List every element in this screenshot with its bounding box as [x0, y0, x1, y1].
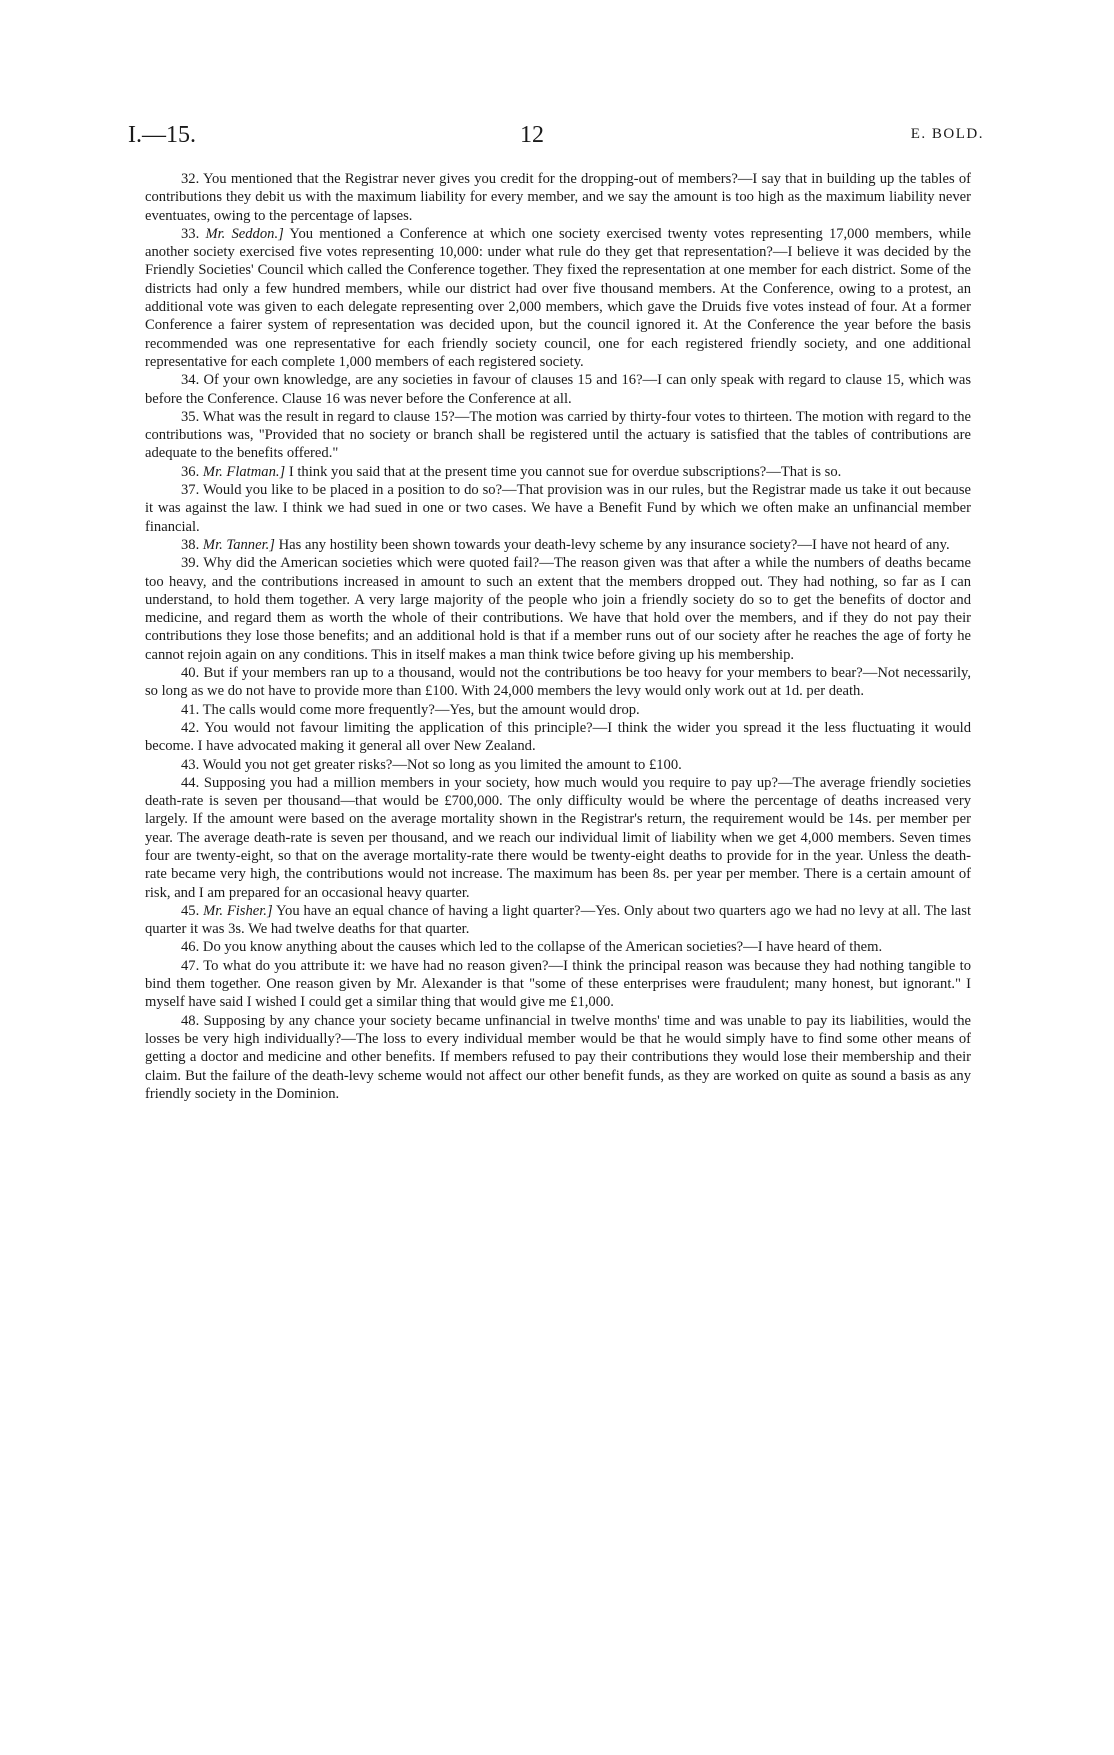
testimony-text: You would not favour limiting the application of this principle?—I think the wider you spread it the less fluctuating it would become. I have advocated making it general all over New Zealand.: [145, 719, 972, 755]
question-number: 35.: [181, 408, 200, 425]
testimony-text: You mentioned a Conference at which one society exercised twenty votes representing 17,000 members, while another society exercised five votes representing 10,000: under what rule do they get that representation?—I believe it was decided by the Friendly Societies' Council which called the Conference together. They fixed the representation at one member for each district. Some of the districts had only a few hundred members, while our district had over five thousand members. At the Conference, owing to a protest, an additional vote was given to each delegate representing over 2,000 members, which gave the Druids five votes instead of four. At a former Conference a fairer system of representation was decided upon, but the council ignored it. At the Conference the year before the basis recommended was one representative for each friendly society council, one for each registered friendly society, and one additional representative for each complete 1,000 members of each registered society.: [145, 225, 971, 370]
question-number: 44.: [181, 774, 200, 791]
witness-name: E. BOLD.: [910, 126, 984, 142]
testimony-paragraph: [145, 1012, 971, 1103]
testimony-text: Of your own knowledge, are any societies in favour of clauses 15 and 16?—I can only speak with regard to clause 15, which was before the Conference. Clause 16 was never before the Conference at all.: [145, 372, 971, 407]
question-number: 46.: [181, 939, 200, 956]
testimony-paragraph: [145, 756, 971, 774]
testimony-paragraph: [145, 902, 971, 939]
question-number: 48.: [181, 1012, 200, 1029]
question-number: 37.: [181, 482, 200, 499]
question-number: 32.: [181, 171, 200, 187]
testimony-text: I think you said that at the present time you cannot sue for overdue subscriptions?—That is so.: [288, 463, 842, 480]
testimony-paragraph: [145, 481, 971, 536]
speaker-name: Mr. Seddon.]: [205, 225, 284, 242]
speaker-name: Mr. Fisher.]: [203, 902, 273, 919]
question-number: 40.: [181, 665, 200, 682]
question-number: 47.: [181, 957, 200, 974]
testimony-paragraph: [145, 957, 971, 1012]
testimony-paragraph: [145, 225, 971, 371]
question-number: 41.: [181, 701, 200, 718]
testimony-text: You have an equal chance of having a light quarter?—Yes. Only about two quarters ago we had no levy at all. The last quarter it was 3s. We had twelve deaths for that quarter.: [145, 902, 972, 938]
testimony-paragraph: [145, 701, 971, 719]
testimony-paragraph: [145, 170, 971, 225]
paper-reference: I.—15.: [128, 122, 196, 148]
testimony-paragraph: [145, 774, 971, 902]
question-number: 33.: [181, 225, 200, 242]
testimony-paragraph: [145, 536, 971, 554]
testimony-text: Would you like to be placed in a position to do so?—That provision was in our rules, but the Registrar made us take it out because it was against the law. I think we had sued in one or two cases. We have a Benefit Fund by which we often make an unfinancial member financial.: [145, 482, 971, 535]
testimony-paragraph: [145, 554, 971, 664]
question-number: 39.: [181, 555, 200, 572]
question-number: 34.: [181, 372, 200, 389]
question-number: 42.: [181, 719, 200, 736]
testimony-paragraph: [145, 719, 971, 756]
question-number: 38.: [181, 536, 200, 553]
testimony-text: Has any hostility been shown towards your death-levy scheme by any insurance society?—I have not heard of any.: [278, 536, 950, 553]
testimony-text: Why did the American societies which were quoted fail?—The reason given was that after a while the numbers of deaths became too heavy, and the contributions increased in amount to such an extent that the members dropped out. They had nothing, so far as I can understand, to hold them together. A very large majority of the people who join a friendly society do so to get the benefits of doctor and medicine, and regard them as worth the whole of their contributions. We have that hold over the members, and if they do not pay their contributions they lose those benefits; and an additional hold is that if a member runs out of our society after he reaches the age of forty he cannot rejoin again on any conditions. This in itself makes a man think twice before giving up his membership.: [145, 555, 971, 663]
testimony-paragraph: [145, 371, 971, 408]
page-number: 12: [520, 122, 544, 148]
testimony-text: But if your members ran up to a thousand, would not the contributions be too heavy for your members to bear?—Not necessarily, so long as we do not have to provide more than £100. With 24,000 members the levy would only work out at 1d. per death.: [145, 665, 971, 700]
testimony-text: Would you not get greater risks?—Not so long as you limited the amount to £100.: [202, 756, 682, 773]
question-number: 36.: [181, 463, 200, 480]
question-number: 43.: [181, 756, 200, 773]
testimony-paragraph: [145, 463, 971, 481]
testimony-text: What was the result in regard to clause 15?—The motion was carried by thirty-four votes to thirteen. The motion with regard to the contributions was, "Provided that no society or branch shall be registered until the actuary is satisfied that the tables of contributions are adequate to the benefits offered.": [145, 408, 971, 462]
speaker-name: Mr. Tanner.]: [202, 536, 275, 553]
testimony-text: The calls would come more frequently?—Yes, but the amount would drop.: [202, 701, 640, 718]
testimony-text: Supposing you had a million members in your society, how much would you require to pay up?—The average friendly societies death-rate is seven per thousand—that would be £700,000. The only difficulty would be where the percentage of deaths increased very largely. If the amount were based on the average mortality shown in the Registrar's return, the requirement would be 14s. per member per year. The average death-rate is seven per thousand, and we reach our individual limit of liability when we get 4,000 members. Seven times four are twenty-eight, so that on the average mortality-rate there would be twenty-eight deaths to provide for in the year. Unless the death-rate became very high, the contributions would not increase. The maximum has been 8s. per year per member. There is a certain amount of risk, and I am prepared for an occasional heavy quarter.: [145, 774, 971, 901]
question-number: 45.: [181, 902, 200, 919]
page-header: [128, 122, 984, 152]
testimony-text: Supposing by any chance your society became unfinancial in twelve months' time and was unable to pay its liabilities, would the losses be very high individually?—The loss to every individual member would be that he would simply have to find some other means of getting a doctor and medicine and other benefits. If members refused to pay their contributions they would lose their membership and their claim. But the failure of the death-levy scheme would not affect our other benefit funds, as they are worked on quite as sound a basis as any friendly society in the Dominion.: [145, 1012, 971, 1102]
testimony-text: Do you know anything about the causes which led to the collapse of the American societies?—I have heard of them.: [202, 939, 883, 956]
testimony-paragraph: [145, 938, 971, 956]
testimony-paragraph: [145, 664, 971, 701]
testimony-paragraph: [145, 408, 971, 463]
testimony-body: [145, 170, 971, 1103]
testimony-text: To what do you attribute it: we have had no reason given?—I think the principal reason was because they had nothing tangible to bind them together. One reason given by Mr. Alexander is that "some of these enterprises were fraudulent; many honest, but ignorant." I myself have said I wished I could get a similar thing that would give me £1,000.: [145, 957, 971, 1011]
speaker-name: Mr. Flatman.]: [202, 463, 286, 480]
testimony-text: You mentioned that the Registrar never gives you credit for the dropping-out of members?—I say that in building up the tables of contributions they debit us with the maximum liability for every member, and we say the amount is too high as the maximum liability never eventuates, owing to the percentage of lapses.: [145, 171, 971, 224]
